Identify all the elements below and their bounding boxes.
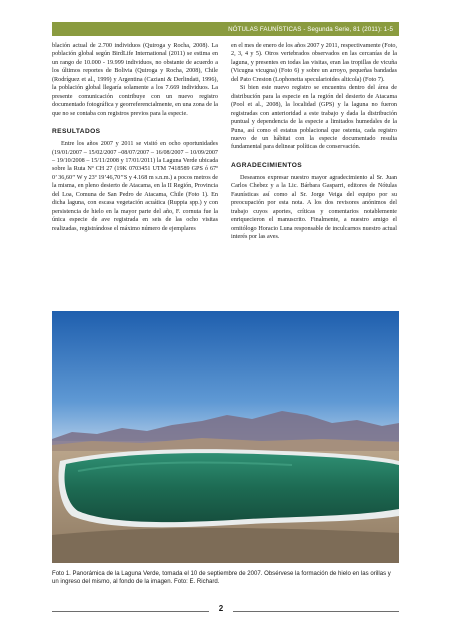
figure-caption: Foto 1. Panorámica de la Laguna Verde, tomada el 10 de septiembre de 2007. Obsérvese la formación de hielo en las orillas y un ingreso del mismo, al fondo de la imagen. Foto: E. Richard.	[52, 571, 391, 586]
body-paragraph: Si bien este nuevo registro se encuentra dentro del área de distribución para la especie en la región del desierto de Atacama (Pool et al., 2008), la localidad (GPS) y la laguna no fueron registradas con anterioridad a este trabajo y dada la distribución puntual y dependencia de la especie a limitados humedales de la Puna, así como el estatus poblacional que ostenta, cada registro nuevo de un hábitat con la especie documentado resulta fundamental para delinear políticas de conservación.	[231, 85, 397, 151]
running-title: NÓTULAS FAUNÍSTICAS - Segunda Serie, 81 (2011): 1-5	[228, 25, 393, 33]
body-paragraph: Deseamos expresar nuestro mayor agradecimiento al Sr. Juan Carlos Chebez y a la Lic. Bárbara Gasparri, editores de Nótulas Faunísticas así como al Sr. Jorge Veiga del equipo por su preocupación por esta nota. A los dos revisores anónimos del trabajo cuyos aportes, críticas y comentarios notablemente enriquecieron el manuscrito. Finalmente, a nuestro amigo el ornitólogo Horacio Luna responsable de inculcarnos nuestro actual interés por las aves.	[231, 174, 397, 241]
right-column	[231, 42, 397, 242]
page-number: 2	[218, 604, 224, 613]
body-paragraph: en el mes de enero de los años 2007 y 2011, respectivamente (Foto, 2, 3, 4 y 5). Otros vertebrados observados en las cercanías de la laguna, y presentes en todas las visitas, eran las tropillas de vicuña (Vicugna vicugna) (Foto 6) y sobre un arroyo, pequeñas bandadas del Pato Creston (Lophonetta specularioides alticola) (Foto 7).	[231, 43, 397, 83]
body-paragraph: Entre los años 2007 y 2011 se visitó en ocho oportunidades (19/01/2007 – 15/02/2007 –08/07/2007 – 16/08/2007 – 10/09/2007 – 19/10/2008 – 15/11/2008 y 17/01/2011) la Laguna Verde ubicada sobre la Ruta Nº CH 27 (19K 0703451 UTM 7418589 GPS ó 67º 0’ 36,60’’ W y 23º 19’46,70’’S y 4.168 m s.n.m.) a pocos metros de la misma, en pleno desierto de Atacama, en la II Región, Provincia del Loa, Comuna de San Pedro de Atacama, Chile (Foto 1). En dicha laguna, con escasa vegetación acuática (Ruppia spp.) y con persistencia de hielo en la mayor parte del año, F. cornuta fue la única especie de ave registrada en seis de las ocho visitas realizadas, registrándose el máximo número de ejemplares	[52, 141, 218, 232]
footer-rule	[233, 611, 399, 612]
foreground-slope	[52, 528, 399, 563]
left-column	[52, 42, 218, 233]
lagoon-photo	[52, 311, 399, 563]
footer-rule	[52, 611, 209, 612]
running-header	[52, 22, 399, 36]
body-paragraph: blación actual de 2.700 individuos (Quiroga y Rocha, 2008). La población global según BirdLife International (2011) se estima en un rango de 10.000 - 19.999 individuos, no obstante de acuerdo a los últimos reportes de Bolivia (Quiroga y Rocha, 2008), Chile (Rodríguez et al., 1999) y Argentina (Caziani & Derlindati, 1996), la población global llegaría solamente a los 7.669 individuos. La presente comunicación contribuye con un nuevo registro documentado fotográfica y georreferencialmente, en una zona de la que no se contaba con registros previos para la especie.	[52, 43, 218, 117]
results-heading: RESULTADOS	[52, 128, 101, 136]
acknowledgements-heading: AGRADECIMIENTOS	[231, 161, 303, 169]
